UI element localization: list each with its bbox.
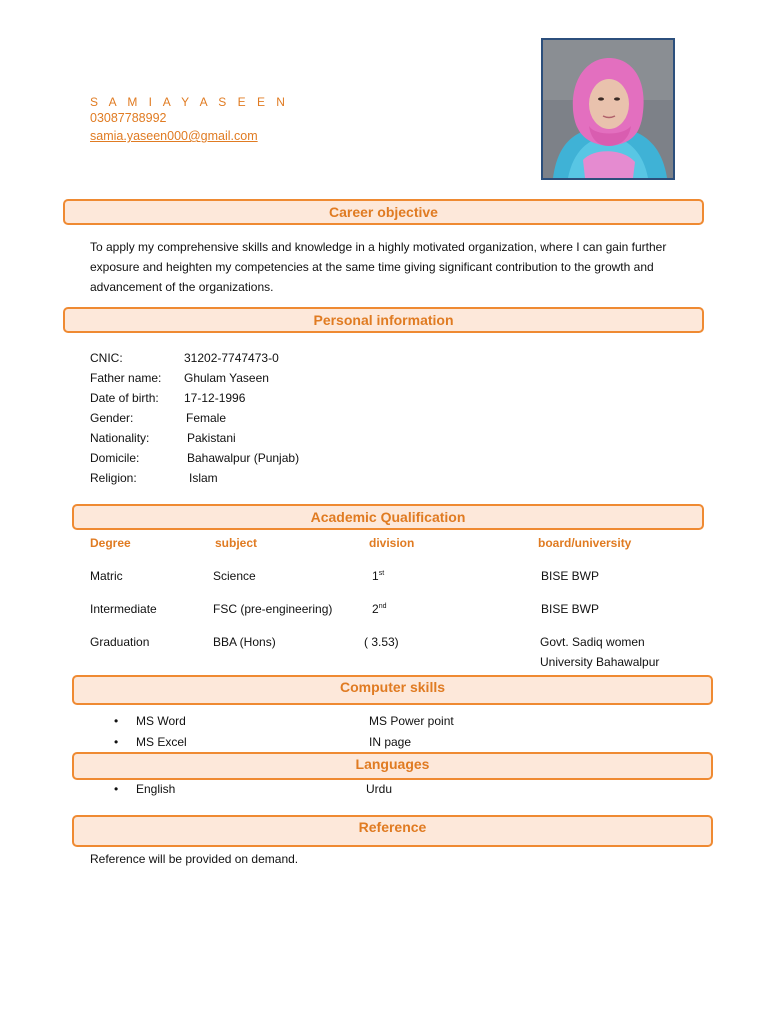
- skill-item: [114, 735, 187, 749]
- academic-header-division: division: [369, 536, 415, 550]
- bullet-icon: •: [114, 782, 119, 796]
- info-value: 31202-7747473-0: [184, 351, 279, 365]
- language-item: Urdu: [366, 782, 393, 796]
- section-title: Personal information: [313, 312, 454, 328]
- academic-subject: BBA (Hons): [213, 635, 276, 649]
- skill-label: MS Excel: [136, 735, 187, 749]
- reference-text: Reference will be provided on demand.: [90, 852, 299, 866]
- academic-header-subject: subject: [215, 536, 258, 550]
- section-personal-information: [63, 307, 704, 333]
- section-title: Languages: [355, 756, 430, 772]
- section-computer-skills: [72, 675, 713, 705]
- academic-degree: Matric: [90, 569, 123, 583]
- division-value: 1: [372, 569, 379, 583]
- academic-board-line2: University Bahawalpur: [540, 655, 660, 669]
- info-value: Ghulam Yaseen: [184, 371, 269, 385]
- email-link[interactable]: samia.yaseen000@gmail.com: [90, 129, 258, 143]
- info-label: Nationality:: [90, 431, 150, 445]
- academic-division: [372, 602, 386, 616]
- skill-item: IN page: [369, 735, 412, 749]
- candidate-name: S A M I A Y A S E E N: [90, 95, 289, 109]
- academic-board: BISE BWP: [541, 602, 600, 616]
- section-title: Academic Qualification: [310, 509, 466, 525]
- skill-label: MS Word: [136, 714, 186, 728]
- bullet-icon: •: [114, 714, 119, 728]
- bullet-icon: •: [114, 735, 119, 749]
- phone-number: 03087788992: [90, 111, 167, 125]
- info-value: Pakistani: [187, 431, 236, 445]
- division-value: 2: [372, 602, 379, 616]
- section-languages: [72, 752, 713, 780]
- info-value: Islam: [189, 471, 218, 485]
- academic-header-board: board/university: [538, 536, 632, 550]
- info-label: Date of birth:: [90, 391, 159, 405]
- division-suffix: nd: [378, 603, 387, 610]
- academic-division: [364, 635, 399, 649]
- info-label: Domicile:: [90, 451, 140, 465]
- academic-degree: Graduation: [90, 635, 150, 649]
- career-objective-text: To apply my comprehensive skills and knowledge in a highly motivated organization, where I can gain further exposure and heighten my competencies at the same time giving significant contribution to the growth and advancement of the organizations.: [90, 240, 667, 294]
- info-value: Female: [186, 411, 227, 425]
- section-title: Computer skills: [339, 679, 446, 695]
- academic-subject: FSC (pre-engineering): [213, 602, 333, 616]
- info-label: Father name:: [90, 371, 162, 385]
- language-item: [114, 782, 176, 796]
- skill-item: MS Power point: [369, 714, 454, 728]
- division-suffix: st: [378, 570, 385, 577]
- info-value: 17-12-1996: [184, 391, 246, 405]
- section-career-objective: [63, 199, 704, 225]
- info-label: Gender:: [90, 411, 134, 425]
- section-academic-qualification: [72, 504, 704, 530]
- academic-header-degree: Degree: [90, 536, 131, 550]
- academic-board: BISE BWP: [541, 569, 600, 583]
- academic-board: Govt. Sadiq women: [540, 635, 645, 649]
- academic-division: [372, 569, 384, 583]
- skill-item: [114, 714, 186, 728]
- section-reference: [72, 815, 713, 847]
- language-label: English: [136, 782, 176, 796]
- section-title: Reference: [358, 819, 427, 835]
- info-value: Bahawalpur (Punjab): [187, 451, 300, 465]
- info-label: Religion:: [90, 471, 137, 485]
- academic-degree: Intermediate: [90, 602, 157, 616]
- section-title: Career objective: [329, 204, 438, 220]
- profile-photo: [541, 38, 675, 180]
- info-label: CNIC:: [90, 351, 123, 365]
- division-value: ( 3.53): [364, 635, 399, 649]
- academic-subject: Science: [213, 569, 256, 583]
